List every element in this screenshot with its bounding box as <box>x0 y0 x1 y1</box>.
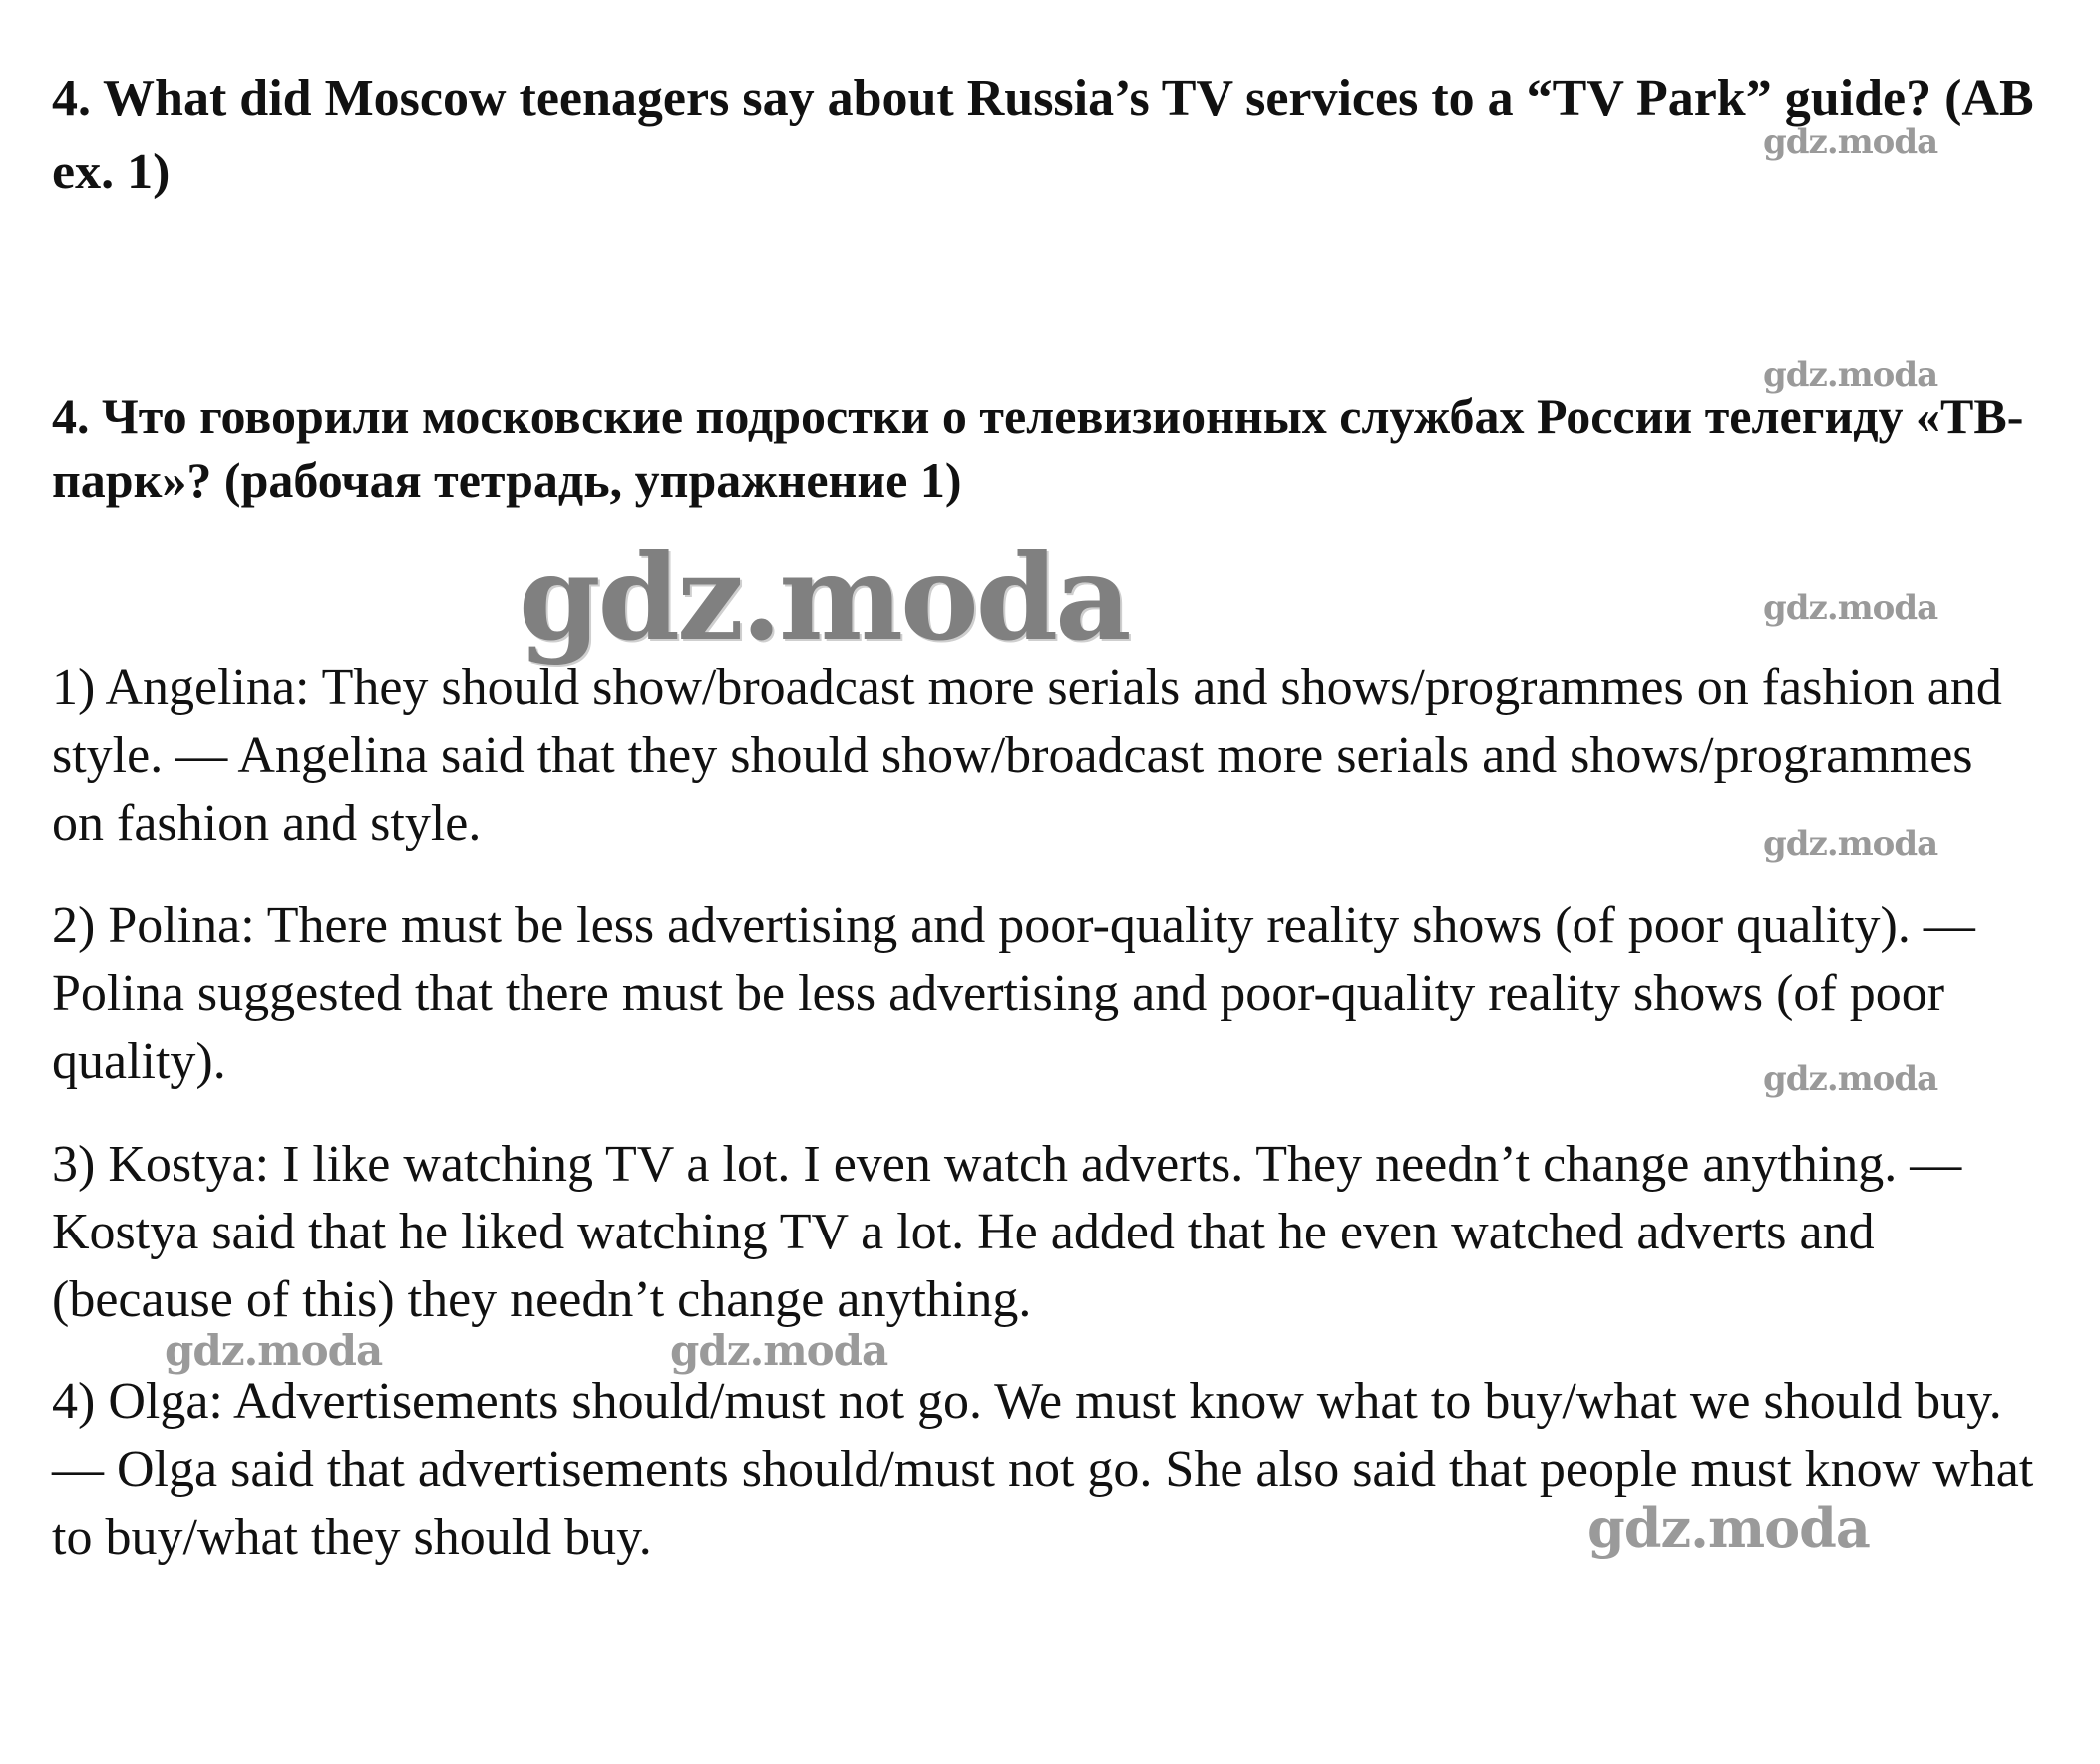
watermark: gdz.moda <box>1587 1496 1870 1560</box>
answer-1: 1) Angelina: They should show/broadcast more serials and shows/programmes on fashion and style. — Angelina said that they should show/broadcast more serials and shows/programmes on fashion and style. <box>52 659 2002 852</box>
watermark: gdz.moda <box>1763 824 1938 864</box>
watermark: gdz.moda <box>1763 122 1938 162</box>
watermark: gdz.moda <box>1763 355 1938 395</box>
answer-2: 2) Polina: There must be less advertising and poor-quality reality shows (of poor quality). — Polina suggested that there must be less advertising and poor-quality reality shows (of poor quality). <box>52 897 1975 1090</box>
watermark: gdz.moda <box>1763 588 1938 628</box>
answer-4: 4) Olga: Advertisements should/must not go. We must know what to buy/what we should buy. — Olga said that advertisements should/must not go. She also said that people must know what to buy/what they should buy. <box>52 1373 2034 1566</box>
watermark: gdz.moda <box>670 1326 888 1375</box>
answer-3: 3) Kostya: I like watching TV a lot. I even watch adverts. They needn’t change anything. — Kostya said that he liked watching TV a lot. He added that he even watched adverts and (because of this) they needn’t change anything. <box>52 1136 1962 1328</box>
question-english: 4. What did Moscow teenagers say about Russia’s TV services to a “TV Park” guide? (AB ex. 1) <box>52 70 2034 200</box>
watermark: gdz.moda <box>1763 1059 1938 1099</box>
watermark: gdz.moda <box>165 1326 383 1375</box>
question-russian: 4. Что говорили московские подростки о телевизионных службах России телегиду «ТВ-парк»? (рабочая тетрадь, упражнение 1) <box>52 388 2024 508</box>
watermark-large: gdz.moda <box>519 529 1129 667</box>
